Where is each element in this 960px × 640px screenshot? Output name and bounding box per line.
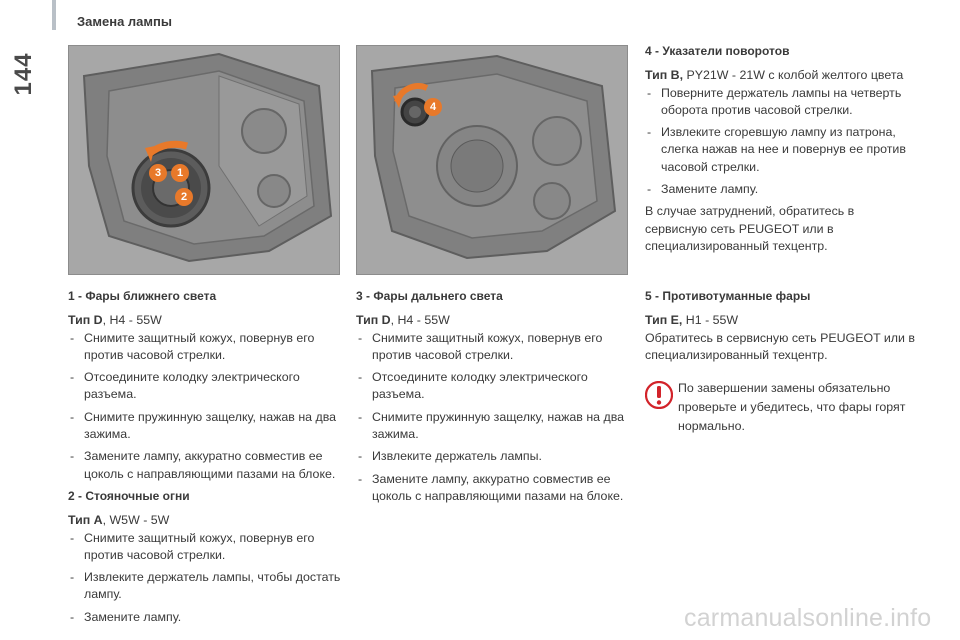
headlamp-photo-2 <box>356 45 628 275</box>
callout-2: 2 <box>175 188 193 206</box>
step: - Снимите пружинную защелку, нажав на два зажима. <box>68 409 346 444</box>
headlamp-photo-1 <box>68 45 340 275</box>
step: - Отсоедините колодку электрического разъема. <box>356 369 632 404</box>
heading-turn-signals: 4 - Указатели поворотов <box>645 44 790 58</box>
step: - Отсоедините колодку электрического разъема. <box>68 369 346 404</box>
exclamation-icon <box>645 381 673 409</box>
callout-3: 3 <box>149 164 167 182</box>
type-fog-lights: Тип E, H1 - 55W <box>645 313 739 328</box>
watermark: carmanualsonline.info <box>684 604 932 632</box>
step: - Замените лампу. <box>645 181 917 198</box>
heading-low-beam: 1 - Фары ближнего света <box>68 289 217 303</box>
steps-parking-lights <box>68 530 346 626</box>
heading-high-beam: 3 - Фары дальнего света <box>356 289 503 303</box>
step: - Извлеките держатель лампы. <box>356 448 632 465</box>
step: - Извлеките держатель лампы, чтобы достать лампу. <box>68 569 346 604</box>
note-turn-signals: В случае затруднений, обратитесь в сервисную сеть PEUGEOT или в специализированный техцентр. <box>645 204 855 253</box>
column-3 <box>645 43 917 260</box>
column-3-fog <box>645 288 917 369</box>
callout-1: 1 <box>171 164 189 182</box>
section-title: Замена лампы <box>77 14 172 29</box>
column-1 <box>68 288 346 631</box>
headlamp-illustration-1 <box>69 46 339 274</box>
steps-low-beam <box>68 330 346 483</box>
type-turn-signals: Тип B, PY21W - 21W с колбой желтого цвета <box>645 68 904 83</box>
step: - Замените лампу, аккуратно совместив ее цоколь с направляющими пазами на блоке. <box>68 448 346 483</box>
steps-turn-signals <box>645 85 917 199</box>
steps-high-beam <box>356 330 632 506</box>
warning-text: По завершении замены обязательно проверьте и убедитесь, что фары горят нормально. <box>678 381 906 433</box>
step: - Снимите защитный кожух, повернув его против часовой стрелки. <box>68 330 346 365</box>
callout-4: 4 <box>424 98 442 116</box>
step: - Снимите защитный кожух, повернув его против часовой стрелки. <box>68 530 346 565</box>
page-number: 144 <box>10 52 37 96</box>
column-2 <box>356 288 632 510</box>
type-high-beam: Тип D, H4 - 55W <box>356 313 450 328</box>
headlamp-illustration-2 <box>357 46 627 274</box>
step: - Замените лампу. <box>68 609 346 626</box>
heading-fog-lights: 5 - Противотуманные фары <box>645 289 811 303</box>
header-accent-bar <box>52 0 56 30</box>
step: - Извлеките сгоревшую лампу из патрона, слегка нажав на нее и повернув ее против часовой стрелки. <box>645 124 917 176</box>
step: - Снимите защитный кожух, повернув его против часовой стрелки. <box>356 330 632 365</box>
step: - Снимите пружинную защелку, нажав на два зажима. <box>356 409 632 444</box>
type-parking-lights: Тип A, W5W - 5W <box>68 513 170 528</box>
note-fog-lights: Обратитесь в сервисную сеть PEUGEOT или в специализированный техцентр. <box>645 330 915 362</box>
heading-parking-lights: 2 - Стояночные огни <box>68 488 190 503</box>
step: - Поверните держатель лампы на четверть оборота против часовой стрелки. <box>645 85 917 120</box>
step: - Замените лампу, аккуратно совместив ее цоколь с направляющими пазами на блоке. <box>356 471 632 506</box>
type-low-beam: Тип D, H4 - 55W <box>68 313 162 328</box>
